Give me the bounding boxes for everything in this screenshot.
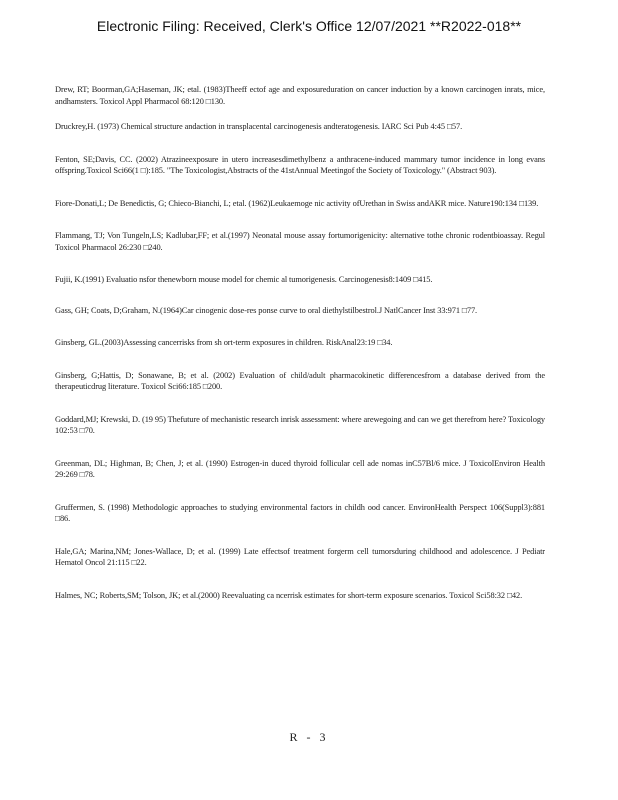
reference-entry: Fiore-Donati,L; De Benedictis, G; Chieco-Bianchi, L; etal. (1962)Leukaemoge nic activity ofUrethan in Swiss andAKR mice. Nature190:134 □139. xyxy=(55,198,539,208)
reference-entry: Halmes, NC; Roberts,SM; Tolson, JK; et al.(2000) Reevaluating ca ncerrisk estimates for short-term exposure scenarios. Toxicol Sci58:32 □42. xyxy=(55,590,523,600)
reference-entry: Gass, GH; Coats, D;Graham, N.(1964)Car cinogenic dose-res ponse curve to oral diethylstilbestrol.J NatlCancer Inst 33:971 □77. xyxy=(55,305,478,315)
filing-header: Electronic Filing: Received, Clerk's Office 12/07/2021 **R2022-018** xyxy=(96,18,522,34)
reference-entry: Fenton, SE;Davis, CC. (2002) Atrazineexposure in utero increasesdimethylbenz a anthracene-induced mammary tumor incidence in long evans offspring.Toxicol Sci66(1 □):185. "The Toxicologist,Abstracts of the 41stAnnual Meetingof the Society of Toxicology." (Abstract 903). xyxy=(55,154,545,175)
reference-entry: Drew, RT; Boorman,GA;Haseman, JK; etal. (1983)Theeff ectof age and exposureduration on cancer induction by a known carcinogen inrats, mice, andhamsters. Toxicol Appl Pharmacol 68:120 □130. xyxy=(55,85,545,106)
reference-entry: Ginsberg, G;Hattis, D; Sonawane, B; et al. (2002) Evaluation of child/adult pharmacokinetic differencesfrom a database derived from the therapeuticdrug literature. Toxicol Sci66:185 □200. xyxy=(55,370,545,391)
reference-entry: Ginsberg, GL.(2003)Assessing cancerrisks from sh ort-term exposures in children. RiskAnal23:19 □34. xyxy=(55,338,393,347)
page-number: R - 3 xyxy=(289,730,329,744)
reference-entry: Gruffermen, S. (1998) Methodologic approaches to studying environmental factors in childh ood cancer. EnvironHealth Perspect 106(Suppl3):881 □86. xyxy=(55,502,545,523)
reference-entry: Druckrey,H. (1973) Chemical structure andaction in transplacental carcinogenesis andteratogenesis. IARC Sci Pub 4:45 □57. xyxy=(55,122,463,131)
reference-entry: Hale,GA; Marina,NM; Jones-Wallace, D; et al. (1999) Late effectsof treatment forgerm cell tumorsduring childhood and adolescence. J Pediatr Hematol Oncol 21:115 □22. xyxy=(55,546,545,567)
reference-entry: Greenman, DL; Highman, B; Chen, J; et al. (1990) Estrogen-in duced thyroid follicular cell ade nomas inC57Bl/6 mice. J ToxicolEnviron Health 29:269 □78. xyxy=(55,458,545,479)
reference-entry: Flammang, TJ; Von Tungeln,LS; Kadlubar,FF; et al.(1997) Neonatal mouse assay fortumorigenicity: alternative tothe chronic rodentbioassay. Regul Toxicol Pharmacol 26:230 □240. xyxy=(55,231,545,252)
reference-entry: Goddard,MJ; Krewski, D. (19 95) Thefuture of mechanistic research inrisk assessment: where arewegoing and can we get therefrom here? Toxicology 102:53 □70. xyxy=(55,414,545,435)
reference-entry: Fujii, K.(1991) Evaluatio nsfor thenewborn mouse model for chemic al tumorigenesis. Carcinogenesis8:1409 □415. xyxy=(55,275,433,284)
reference-list xyxy=(55,84,545,601)
